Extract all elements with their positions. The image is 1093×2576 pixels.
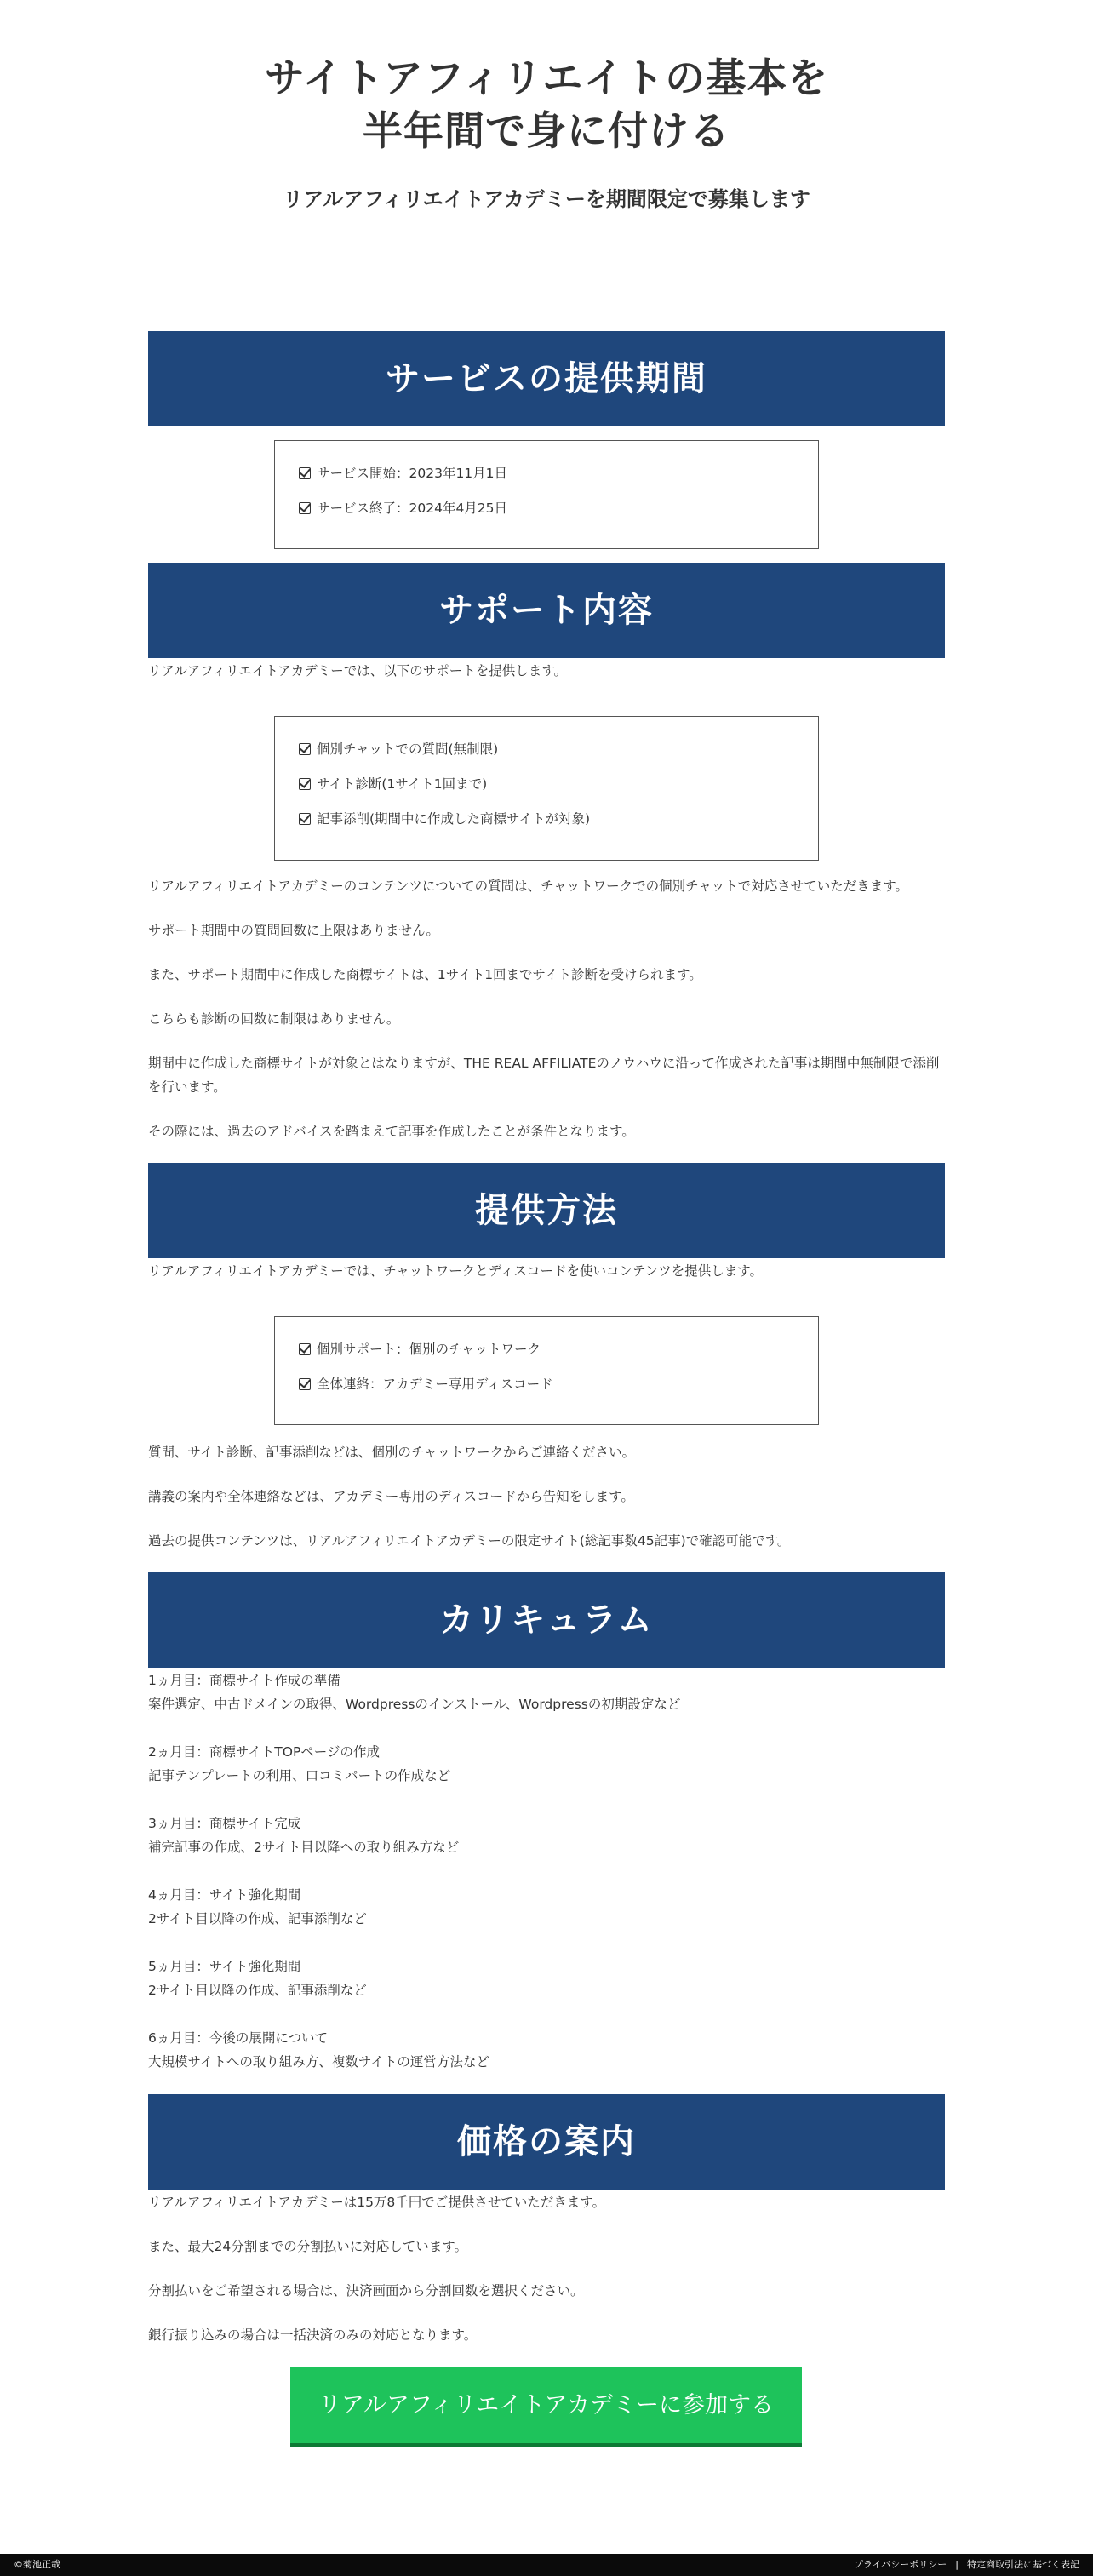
month-detail: 大規模サイトへの取り組み方、複数サイトの運営方法など [148, 2054, 489, 2069]
method-paragraph: 講義の案内や全体連絡などは、アカデミー専用のディスコードから告知をします。 [148, 1489, 634, 1504]
curriculum-month [148, 1669, 945, 1716]
support-paragraph: その際には、過去のアドバイスを踏まえて記事を作成したことが条件となります。 [148, 1124, 635, 1139]
support-paragraph: また、サポート期間中に作成した商標サイトは、1サイト1回までサイト診断を受けられます。 [148, 967, 702, 982]
support-intro: リアルアフィリエイトアカデミーでは、以下のサポートを提供します。 [148, 663, 567, 678]
method-intro: リアルアフィリエイトアカデミーでは、チャットワークとディスコードを使いコンテンツを提供します。 [148, 1263, 763, 1279]
copyright: ©菊池正哉 [14, 2559, 60, 2570]
privacy-policy-link[interactable]: プライバシーポリシー [853, 2559, 947, 2570]
footer [0, 2554, 1093, 2576]
checklist-item: 個別サポート：個別のチャットワーク [299, 1341, 818, 1376]
curriculum-month [148, 2026, 945, 2074]
section-heading-support: サポート内容 [148, 563, 945, 658]
hero-subtitle: リアルアフィリエイトアカデミーを期間限定で募集します [283, 187, 810, 211]
period-box [274, 440, 819, 549]
month-title: 1ヵ月目：商標サイト作成の準備 [148, 1673, 340, 1688]
support-paragraph: こちらも診断の回数に制限はありません。 [148, 1011, 400, 1027]
checkbox-icon [299, 1343, 311, 1355]
checkbox-icon [299, 467, 311, 479]
month-detail: 2サイト目以降の作成、記事添削など [148, 1983, 367, 1998]
support-paragraph: サポート期間中の質問回数に上限はありません。 [148, 923, 439, 938]
price-paragraph: リアルアフィリエイトアカデミーは15万8千円でご提供させていただきます。 [148, 2195, 606, 2210]
commerce-law-link[interactable]: 特定商取引法に基づく表記 [967, 2559, 1079, 2570]
divider: | [955, 2559, 959, 2570]
method-paragraph: 質問、サイト診断、記事添削などは、個別のチャットワークからご連絡ください。 [148, 1445, 635, 1460]
checkbox-icon [299, 813, 311, 825]
curriculum-month [148, 1883, 945, 1931]
checkbox-icon [299, 502, 311, 514]
section-heading-curriculum: カリキュラム [148, 1572, 945, 1668]
checklist-item: サイト診断(1サイト1回まで) [299, 776, 818, 810]
method-box [274, 1316, 819, 1425]
curriculum-month [148, 1740, 945, 1788]
checklist-item: 全体連絡：アカデミー専用ディスコード [299, 1376, 818, 1411]
price-paragraph: また、最大24分割までの分割払いに対応しています。 [148, 2239, 467, 2254]
curriculum-month [148, 1955, 945, 2002]
hero-title-line1: サイトアフィリエイトの基本を [264, 55, 829, 102]
month-title: 4ヵ月目：サイト強化期間 [148, 1887, 301, 1903]
section-heading-period: サービスの提供期間 [148, 331, 945, 426]
join-academy-button[interactable]: リアルアフィリエイトアカデミーに参加する [290, 2367, 802, 2447]
month-title: 3ヵ月目：商標サイト完成 [148, 1816, 301, 1831]
month-detail: 案件選定、中古ドメインの取得、Wordpressのインストール、Wordpressの初期設定など [148, 1697, 681, 1712]
support-paragraph: 期間中に作成した商標サイトが対象とはなりますが、THE REAL AFFILIATEのノウハウに沿って作成された記事は期間中無制限で添削を行います。 [148, 1056, 940, 1095]
month-detail: 2サイト目以降の作成、記事添削など [148, 1911, 367, 1926]
checklist-item: サービス終了：2024年4月25日 [299, 500, 818, 535]
checkbox-icon [299, 1378, 311, 1390]
checkbox-icon [299, 778, 311, 790]
support-box [274, 716, 819, 861]
checklist-item: 記事添削(期間中に作成した商標サイトが対象) [299, 810, 818, 845]
month-title: 6ヵ月目：今後の展開について [148, 2030, 329, 2046]
checkbox-icon [299, 743, 311, 755]
section-heading-method: 提供方法 [148, 1163, 945, 1258]
support-paragraph: リアルアフィリエイトアカデミーのコンテンツについての質問は、チャットワークでの個別チャットで対応させていただきます。 [148, 879, 908, 894]
curriculum-month [148, 1812, 945, 1859]
month-detail: 補完記事の作成、2サイト目以降への取り組み方など [148, 1840, 460, 1855]
hero-title-line2: 半年間で身に付ける [363, 108, 730, 155]
section-heading-price: 価格の案内 [148, 2094, 945, 2190]
price-paragraph: 分割払いをご希望される場合は、決済画面から分割回数を選択ください。 [148, 2283, 584, 2298]
month-title: 5ヵ月目：サイト強化期間 [148, 1959, 301, 1974]
month-detail: 記事テンプレートの利用、口コミパートの作成など [148, 1768, 451, 1783]
month-title: 2ヵ月目：商標サイトTOPページの作成 [148, 1744, 380, 1760]
checklist-item: サービス開始：2023年11月1日 [299, 465, 818, 500]
hero-title [0, 53, 1093, 158]
checklist-item: 個別チャットでの質問(無制限) [299, 741, 818, 776]
method-paragraph: 過去の提供コンテンツは、リアルアフィリエイトアカデミーの限定サイト(総記事数45記事)で確認可能です。 [148, 1533, 791, 1548]
footer-links [854, 2554, 1079, 2576]
price-paragraph: 銀行振り込みの場合は一括決済のみの対応となります。 [148, 2327, 478, 2343]
